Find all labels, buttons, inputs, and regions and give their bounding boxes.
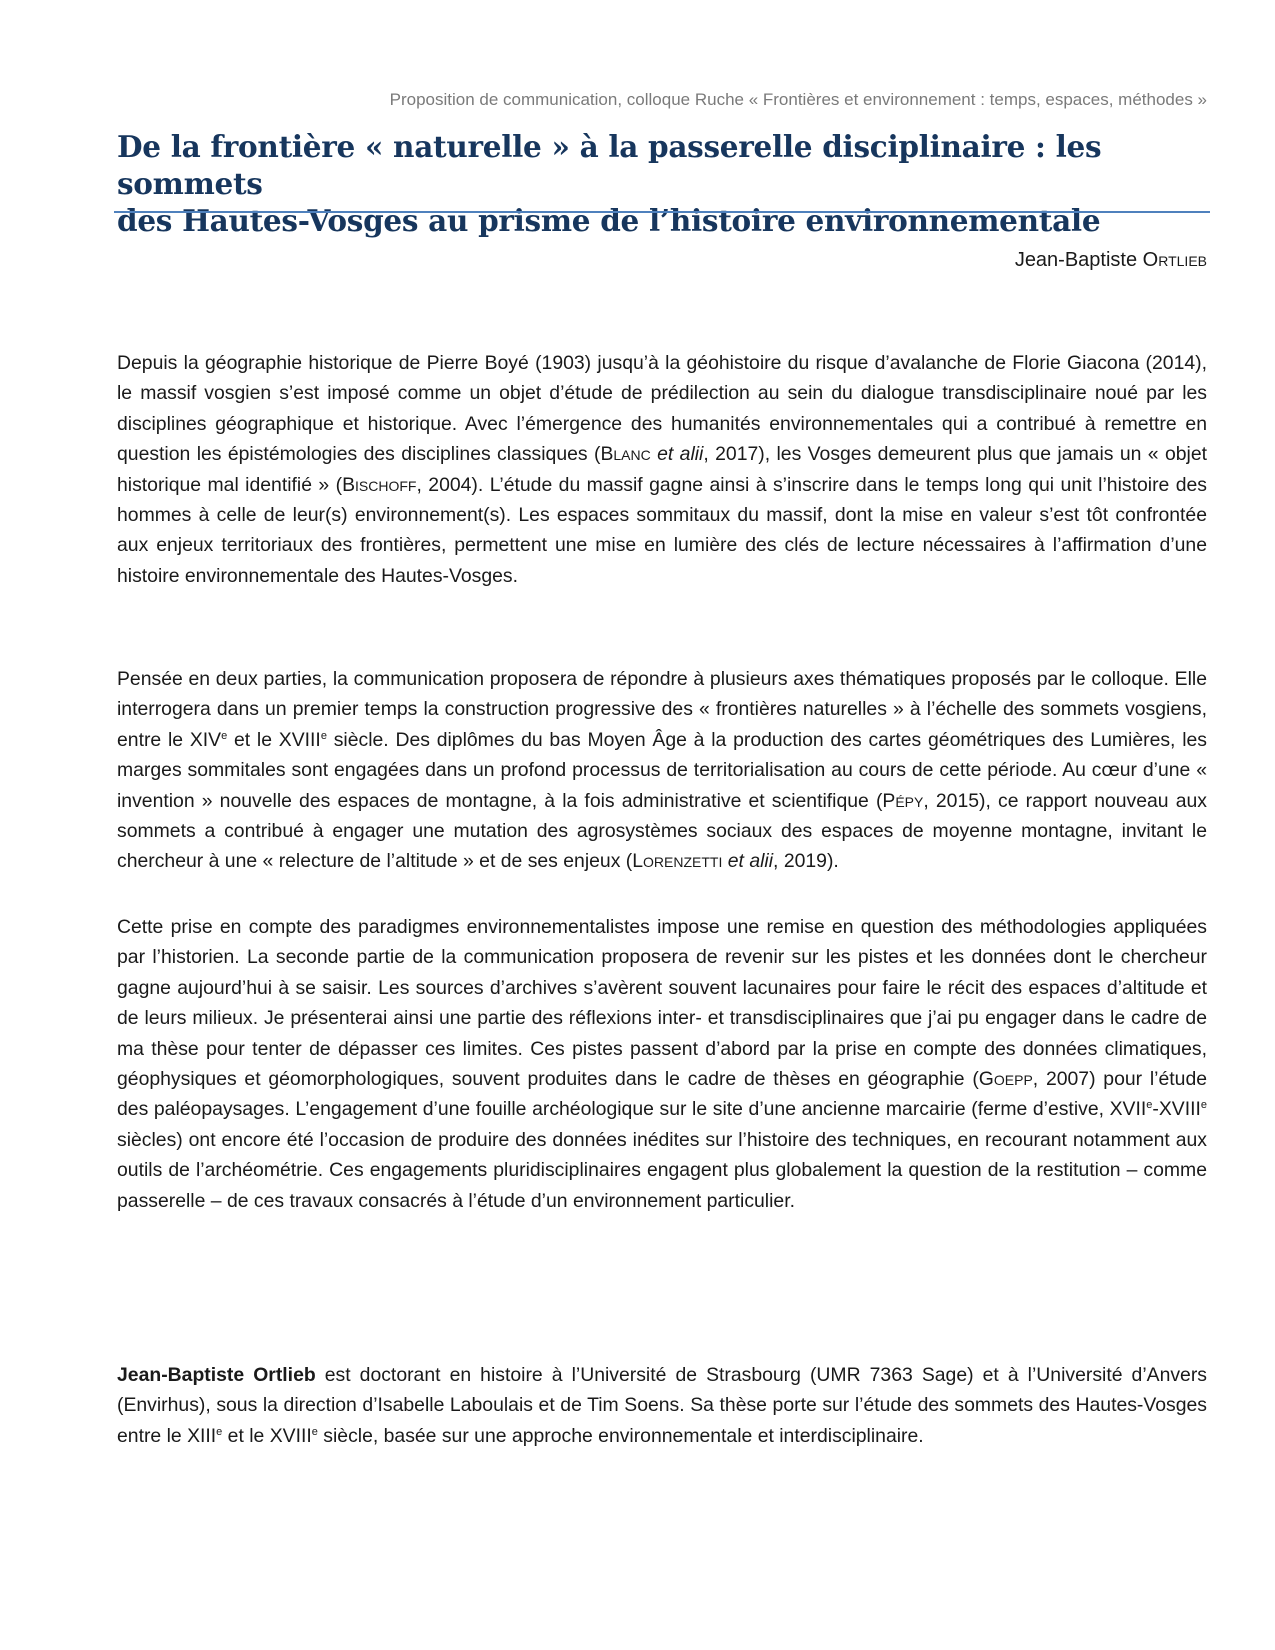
bio-author-name: Jean-Baptiste Ortlieb [117,1364,316,1386]
title-underline-rule [114,211,1210,213]
paragraph-author-bio [117,1360,1207,1451]
bio-text-1: est doctorant en histoire à l’Université de Strasbourg (UMR 7363 Sage) et à l’Université d’Anvers (Envirhus), sous la direction d’Isabelle Laboulais et de Tim Soens. Sa thèse porte sur l’étude des sommets des Hautes-Vosges entre le XIII [117,1364,1207,1447]
p1-et-alii: et alii [657,443,704,466]
bio-sup-2: e [311,1425,318,1438]
p2-sup-2: e [320,729,327,742]
p3-sup-2: e [1200,1099,1207,1112]
author-name [1015,249,1207,272]
title-line-1: De la frontière « naturelle » à la passerelle disciplinaire : les sommets [117,129,1102,201]
paragraph-part-one [117,664,1207,877]
p3-text-2: , 2007) pour l’étude des paléopaysages. L’engagement d’une fouille archéologique sur le site d’une ancienne marcairie (ferme d’estive, XVII [117,1068,1208,1121]
p1-text-3: , 2004). L’étude du massif gagne ainsi à s’inscrire dans le temps long qui unit l’histoire des hommes à celle de leur(s) environnement(s). Les espaces sommitaux du massif, dont la mise en valeur s’est tôt confrontée aux enjeux territoriaux des frontières, permettent une mise en lumière des clés de lecture nécessaires à l’affirmation d’une histoire environnementale des Hautes-Vosges. [117,473,1207,587]
p3-text-1: Cette prise en compte des paradigmes environnementalistes impose une remise en question des méthodologies appliquées par l’historien. La seconde partie de la communication proposera de revenir sur les pistes et les données dont le chercheur gagne aujourd’hui à se saisir. Les sources d’archives s’avèrent souvent lacunaires pour faire le récit des espaces d’altitude et de leurs milieux. Je présenterai ainsi une partie des réflexions inter- et transdisciplinaires que j’ai pu engager dans le cadre de ma thèse pour tenter de dépasser ces limites. Ces pistes passent d’abord par la prise en compte des données climatiques, géophysiques et géomorphologiques, souvent produites dans le cadre de thèses en géographie ( [117,916,1207,1091]
header-note: Proposition de communication, colloque Ruche « Frontières et environnement : temps, espaces, méthodes » [389,90,1207,109]
p1-text-1: Depuis la géographie historique de Pierre Boyé (1903) jusqu’à la géohistoire du risque d’avalanche de Florie Giacona (2014), le massif vosgien s’est imposé comme un objet d’étude de prédilection au sein du dialogue transdisciplinaire noué par les disciplines géographique et historique. Avec l’émergence des humanités environnementales qui a contribué à remettre en question les épistémologies des disciplines classiques ( [117,352,1207,466]
bio-text-2: et le XVIII [222,1424,312,1447]
author-last-name: Ortlieb [1142,249,1207,271]
citation-pepy: Pépy [882,789,924,812]
citation-lorenzetti: Lorenzetti [632,850,723,873]
bio-text-3: siècle, basée sur une approche environnementale et interdisciplinaire. [317,1424,924,1447]
p2-et-alii: et alii [727,850,774,873]
p1-text-2: , 2017), les Vosges demeurent plus que jamais un « objet historique mal identifié » ( [117,443,1207,496]
p2-text-1: Pensée en deux parties, la communication proposera de répondre à plusieurs axes thématiques proposés par le colloque. Elle interrogera dans un premier temps la construction progressive des « frontières naturelles » à l’échelle des sommets vosgiens, entre le XIV [117,668,1207,751]
citation-blanc: Blanc [600,443,651,466]
document-title [117,128,1207,239]
p3-text-3: -XVIII [1152,1098,1201,1121]
p2-text-4: , 2015), ce rapport nouveau aux sommets a contribué à engager une mutation des agrosystèmes sociaux des espaces de moyenne montagne, invitant le chercheur à une « relecture de l’altitude » et de ses enjeux ( [117,789,1207,873]
p2-sup-1: e [221,729,228,742]
bio-sup-1: e [216,1425,223,1438]
p3-text-4: siècles) ont encore été l’occasion de produire des données inédites sur l’histoire des techniques, en recourant notamment aux outils de l’archéométrie. Ces engagements pluridisciplinaires engagent plus globalement la question de la restitution – comme passerelle – de ces travaux consacrés à l’étude d’un environnement particulier. [117,1128,1207,1212]
p2-text-3: siècle. Des diplômes du bas Moyen Âge à la production des cartes géométriques des Lumières, les marges sommitales sont engagées dans un profond processus de territorialisation au cours de cette période. Au cœur d’une « invention » nouvelle des espaces de montagne, à la fois administrative et scientifique ( [117,728,1207,812]
p2-text-5: , 2019). [773,850,839,873]
paragraph-introduction [117,348,1207,591]
citation-bischoff: Bischoff [342,473,417,496]
paragraph-part-two [117,912,1207,1216]
p2-text-2: et le XVIII [227,728,321,751]
citation-goepp: Goepp [978,1068,1033,1091]
p3-sup-1: e [1146,1099,1153,1112]
document-page [117,0,1207,1650]
author-first-name: Jean-Baptiste [1014,249,1138,271]
title-line-2: des Hautes-Vosges au prisme de l’histoire environnementale [117,203,1101,238]
